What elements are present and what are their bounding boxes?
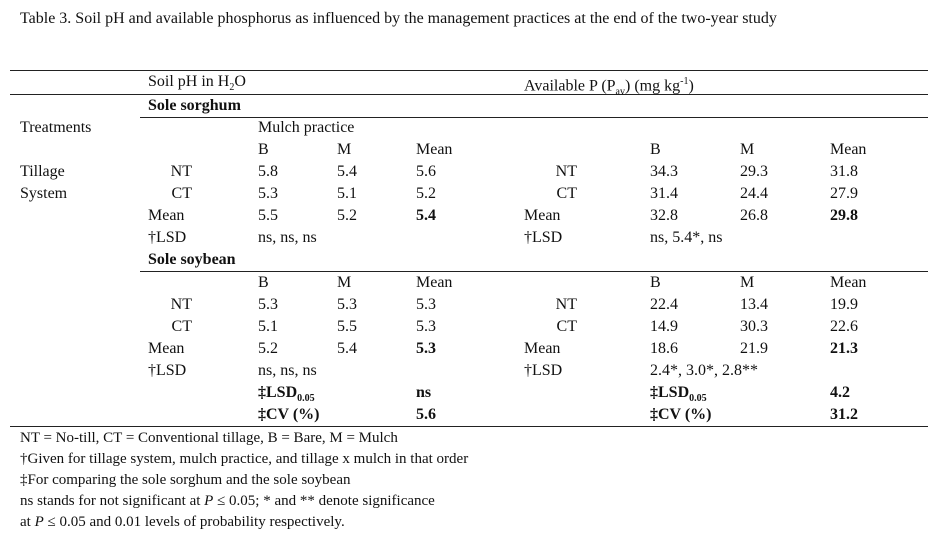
table-cell: 31.8 <box>830 163 858 180</box>
section-sole-soybean: Sole soybean <box>148 251 236 268</box>
table-cell: 24.4 <box>740 185 768 202</box>
row-label-mean: Mean <box>148 207 185 224</box>
lsd-value: ns, ns, ns <box>258 362 317 379</box>
table-cell: 5.3 <box>258 296 278 313</box>
table-cell: 5.2 <box>258 340 278 357</box>
row-label-nt: NT <box>170 296 192 313</box>
table-cell: 5.5 <box>258 207 278 224</box>
row-label-ct: CT <box>171 318 192 335</box>
lsd-value: 2.4*, 3.0*, 2.8** <box>650 362 758 379</box>
table-cell: 26.8 <box>740 207 768 224</box>
footnote-abbreviations: NT = No-till, CT = Conventional tillage, B = Bare, M = Mulch <box>20 430 398 446</box>
table-cell: 30.3 <box>740 318 768 335</box>
col-m: M <box>337 141 352 158</box>
col-b: B <box>650 274 661 291</box>
table-cell: 5.4 <box>337 340 357 357</box>
compare-lsd-label: $\ddagger LSD_{0.05}$ <box>258 384 315 405</box>
compare-lsd-label: $\ddagger LSD_{0.05}$ <box>650 384 707 405</box>
col-mean: Mean <box>830 274 867 291</box>
table-cell: 5.1 <box>337 185 357 202</box>
lsd-value: ns, ns, ns <box>258 229 317 246</box>
compare-p-cv: 31.2 <box>830 406 858 423</box>
footnote-double-dagger: ‡For comparing the sole sorghum and the sole soybean <box>20 472 351 488</box>
row-label-ct: CT <box>556 185 577 202</box>
grand-mean: 29.8 <box>830 207 858 224</box>
compare-p-lsd: 4.2 <box>830 384 850 401</box>
table-cell: 21.9 <box>740 340 768 357</box>
col-mean: Mean <box>830 141 867 158</box>
mulch-practice-label: Mulch practice <box>258 119 355 136</box>
top-rule <box>10 70 928 71</box>
col-b: B <box>650 141 661 158</box>
col-m: M <box>337 274 352 291</box>
table-cell: 5.3 <box>337 296 357 313</box>
row-label-lsd: †LSD <box>148 229 187 246</box>
grand-mean: 21.3 <box>830 340 858 357</box>
footnote-probability: at P ≤ 0.05 and 0.01 levels of probability respectively. <box>20 514 345 530</box>
row-label-nt: NT <box>555 296 577 313</box>
row-label-ct: CT <box>556 318 577 335</box>
treatments-label: Treatments <box>20 119 92 136</box>
footnote-dagger: †Given for tillage system, mulch practice, and tillage x mulch in that order <box>20 451 469 467</box>
row-label-lsd: †LSD <box>524 229 563 246</box>
bottom-rule <box>10 426 928 427</box>
header-soil-ph: Soil pH in $H_2O$ <box>148 73 246 94</box>
row-label-mean: Mean <box>148 340 185 357</box>
table-cell: 5.3 <box>416 318 436 335</box>
compare-ph-cv: 5.6 <box>416 406 436 423</box>
soybean-rule <box>140 271 928 272</box>
table-cell: 34.3 <box>650 163 678 180</box>
table-cell: 29.3 <box>740 163 768 180</box>
grand-mean: 5.4 <box>416 207 436 224</box>
row-label-mean: Mean <box>524 207 561 224</box>
table-cell: 5.8 <box>258 163 278 180</box>
table-cell: 22.4 <box>650 296 678 313</box>
table-cell: 19.9 <box>830 296 858 313</box>
table-cell: 22.6 <box>830 318 858 335</box>
table-cell: 5.3 <box>416 296 436 313</box>
col-m: M <box>740 274 755 291</box>
col-b: B <box>258 274 269 291</box>
footnote-significance: ns stands for not significant at P ≤ 0.05; * and ** denote significance <box>20 493 435 509</box>
lsd-value: ns, 5.4*, ns <box>650 229 723 246</box>
col-mean: Mean <box>416 141 453 158</box>
table-cell: 5.5 <box>337 318 357 335</box>
table-cell: 5.2 <box>416 185 436 202</box>
table-cell: 31.4 <box>650 185 678 202</box>
row-label-lsd: †LSD <box>148 362 187 379</box>
row-label-lsd: †LSD <box>524 362 563 379</box>
row-label-nt: NT <box>555 163 577 180</box>
tillage-label: Tillage <box>20 163 65 180</box>
compare-cv-label: ‡CV (%) <box>650 406 712 423</box>
table-caption: Table 3. Soil pH and available phosphorus as influenced by the management practices at the end of the two-year study <box>20 10 777 27</box>
section-sole-sorghum: Sole sorghum <box>148 97 241 114</box>
col-m: M <box>740 141 755 158</box>
compare-cv-label: ‡CV (%) <box>258 406 320 423</box>
row-label-nt: NT <box>170 163 192 180</box>
system-label: System <box>20 185 68 202</box>
table-cell: 5.6 <box>416 163 436 180</box>
col-b: B <box>258 141 269 158</box>
table-cell: 5.4 <box>337 163 357 180</box>
header-available-p: Available P $(P_{av})$ (mg $kg^{-1}$) <box>524 76 694 98</box>
row-label-mean: Mean <box>524 340 561 357</box>
table-cell: 13.4 <box>740 296 768 313</box>
grand-mean: 5.3 <box>416 340 436 357</box>
table-cell: 18.6 <box>650 340 678 357</box>
table-cell: 5.1 <box>258 318 278 335</box>
table-cell: 32.8 <box>650 207 678 224</box>
row-label-ct: CT <box>171 185 192 202</box>
compare-ph-lsd: ns <box>416 384 432 401</box>
table-cell: 27.9 <box>830 185 858 202</box>
col-mean: Mean <box>416 274 453 291</box>
table-cell: 14.9 <box>650 318 678 335</box>
table-cell: 5.2 <box>337 207 357 224</box>
table-cell: 5.3 <box>258 185 278 202</box>
